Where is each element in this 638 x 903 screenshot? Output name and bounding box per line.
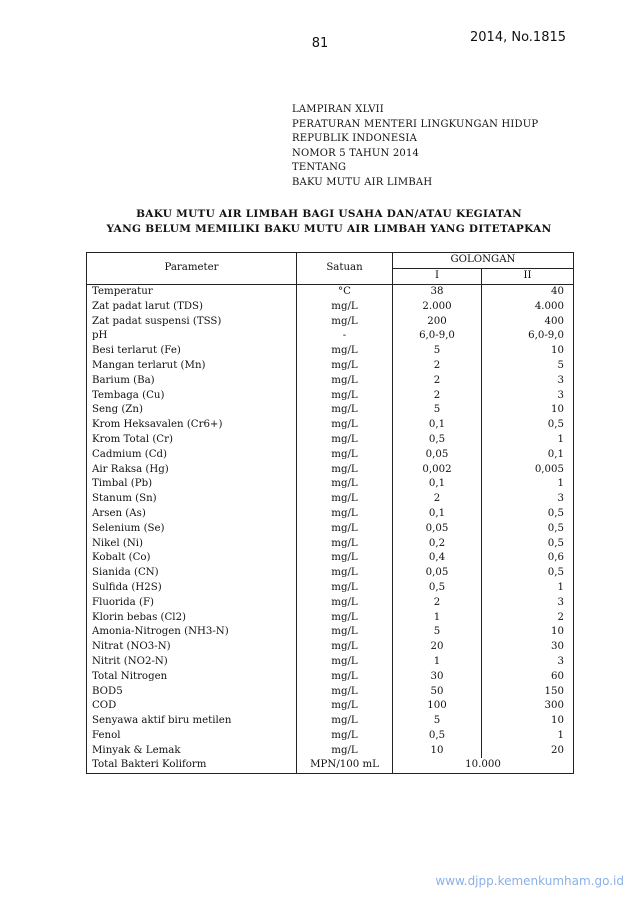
cell-parameter: Krom Total (Cr) bbox=[87, 433, 297, 448]
table-row bbox=[87, 447, 574, 462]
cell-satuan: mg/L bbox=[297, 477, 393, 492]
cell-golongan-1: 2 bbox=[393, 595, 482, 610]
cell-golongan-2: 10 bbox=[482, 714, 574, 729]
table-row-last bbox=[87, 758, 574, 773]
header-satuan: Satuan bbox=[297, 253, 393, 285]
lampiran-line: LAMPIRAN XLVII bbox=[292, 104, 384, 115]
cell-golongan-1: 5 bbox=[393, 714, 482, 729]
cell-parameter: Timbal (Pb) bbox=[87, 477, 297, 492]
cell-parameter: Zat padat larut (TDS) bbox=[87, 299, 297, 314]
cell-parameter: Zat padat suspensi (TSS) bbox=[87, 314, 297, 329]
cell-satuan: mg/L bbox=[297, 521, 393, 536]
cell-golongan-1: 0,1 bbox=[393, 477, 482, 492]
cell-golongan-2: 0,6 bbox=[482, 551, 574, 566]
cell-golongan-2: 30 bbox=[482, 640, 574, 655]
table-row bbox=[87, 329, 574, 344]
cell-golongan-2: 60 bbox=[482, 669, 574, 684]
cell-golongan-2: 3 bbox=[482, 655, 574, 670]
header-parameter: Parameter bbox=[87, 253, 297, 285]
cell-parameter: Cadmium (Cd) bbox=[87, 447, 297, 462]
cell-satuan: mg/L bbox=[297, 359, 393, 374]
table-row bbox=[87, 669, 574, 684]
cell-golongan-2: 40 bbox=[482, 284, 574, 299]
lampiran-line: PERATURAN MENTERI LINGKUNGAN HIDUP bbox=[292, 118, 539, 130]
header-golongan-2: II bbox=[482, 268, 574, 284]
cell-golongan-1: 0,05 bbox=[393, 566, 482, 581]
cell-satuan: mg/L bbox=[297, 447, 393, 462]
cell-parameter: Klorin bebas (Cl2) bbox=[87, 610, 297, 625]
cell-golongan-1: 0,1 bbox=[393, 507, 482, 522]
cell-golongan-1: 5 bbox=[393, 344, 482, 359]
cell-golongan-2: 150 bbox=[482, 684, 574, 699]
cell-satuan: mg/L bbox=[297, 507, 393, 522]
cell-satuan: mg/L bbox=[297, 551, 393, 566]
cell-golongan-1: 20 bbox=[393, 640, 482, 655]
cell-golongan-2: 2 bbox=[482, 610, 574, 625]
cell-satuan: mg/L bbox=[297, 536, 393, 551]
table-row bbox=[87, 536, 574, 551]
document-title bbox=[80, 207, 578, 237]
cell-parameter: Besi terlarut (Fe) bbox=[87, 344, 297, 359]
standards-table bbox=[86, 252, 574, 774]
table-row bbox=[87, 344, 574, 359]
table-row bbox=[87, 581, 574, 596]
cell-golongan-1: 0,5 bbox=[393, 433, 482, 448]
cell-satuan: mg/L bbox=[297, 699, 393, 714]
cell-parameter: Fenol bbox=[87, 729, 297, 744]
cell-parameter: Mangan terlarut (Mn) bbox=[87, 359, 297, 374]
table-row bbox=[87, 418, 574, 433]
cell-parameter: Seng (Zn) bbox=[87, 403, 297, 418]
cell-golongan-2: 0,5 bbox=[482, 507, 574, 522]
cell-satuan: mg/L bbox=[297, 373, 393, 388]
cell-parameter: Arsen (As) bbox=[87, 507, 297, 522]
cell-satuan: mg/L bbox=[297, 462, 393, 477]
cell-satuan: mg/L bbox=[297, 729, 393, 744]
table-row bbox=[87, 655, 574, 670]
cell-golongan-2: 1 bbox=[482, 581, 574, 596]
cell-satuan: mg/L bbox=[297, 743, 393, 758]
cell-golongan-1: 0,1 bbox=[393, 418, 482, 433]
cell-golongan-2: 0,5 bbox=[482, 521, 574, 536]
cell-golongan-2: 0,5 bbox=[482, 536, 574, 551]
cell-golongan-2: 3 bbox=[482, 388, 574, 403]
table-row bbox=[87, 433, 574, 448]
cell-parameter: Total Bakteri Koliform bbox=[87, 758, 297, 773]
cell-parameter: Selenium (Se) bbox=[87, 521, 297, 536]
cell-golongan-1: 50 bbox=[393, 684, 482, 699]
table-row bbox=[87, 610, 574, 625]
cell-golongan-2: 0,005 bbox=[482, 462, 574, 477]
cell-golongan-2: 1 bbox=[482, 729, 574, 744]
cell-golongan-1: 0,002 bbox=[393, 462, 482, 477]
cell-golongan-1: 2 bbox=[393, 359, 482, 374]
cell-golongan-1: 10 bbox=[393, 743, 482, 758]
table-row bbox=[87, 299, 574, 314]
cell-golongan-2: 1 bbox=[482, 433, 574, 448]
cell-satuan: mg/L bbox=[297, 492, 393, 507]
cell-parameter: Fluorida (F) bbox=[87, 595, 297, 610]
document-id: 2014, No.1815 bbox=[470, 30, 567, 45]
cell-golongan-2: 3 bbox=[482, 373, 574, 388]
cell-golongan-1: 100 bbox=[393, 699, 482, 714]
cell-parameter: Sulfida (H2S) bbox=[87, 581, 297, 596]
cell-golongan-2: 10 bbox=[482, 344, 574, 359]
cell-parameter: Amonia-Nitrogen (NH3-N) bbox=[87, 625, 297, 640]
cell-parameter: COD bbox=[87, 699, 297, 714]
cell-golongan-1: 0,5 bbox=[393, 729, 482, 744]
footer-url[interactable]: www.djpp.kemenkumham.go.id bbox=[435, 874, 624, 888]
cell-golongan-2: 300 bbox=[482, 699, 574, 714]
table-row bbox=[87, 462, 574, 477]
cell-golongan-1: 5 bbox=[393, 403, 482, 418]
cell-golongan-1: 200 bbox=[393, 314, 482, 329]
cell-parameter: Stanum (Sn) bbox=[87, 492, 297, 507]
cell-parameter: Nitrat (NO3-N) bbox=[87, 640, 297, 655]
table-row bbox=[87, 566, 574, 581]
header-golongan-1: I bbox=[393, 268, 482, 284]
table-row bbox=[87, 284, 574, 299]
cell-parameter: Senyawa aktif biru metilen bbox=[87, 714, 297, 729]
cell-parameter: Air Raksa (Hg) bbox=[87, 462, 297, 477]
cell-satuan: MPN/100 mL bbox=[297, 758, 393, 773]
cell-parameter: Kobalt (Co) bbox=[87, 551, 297, 566]
cell-golongan-2: 5 bbox=[482, 359, 574, 374]
lampiran-block bbox=[292, 103, 538, 191]
cell-satuan: mg/L bbox=[297, 610, 393, 625]
cell-satuan: mg/L bbox=[297, 655, 393, 670]
cell-golongan-2: 0,1 bbox=[482, 447, 574, 462]
cell-satuan: mg/L bbox=[297, 403, 393, 418]
cell-golongan-1: 0,2 bbox=[393, 536, 482, 551]
cell-satuan: mg/L bbox=[297, 314, 393, 329]
table-row bbox=[87, 388, 574, 403]
lampiran-line: TENTANG bbox=[292, 162, 347, 174]
cell-golongan-1: 5 bbox=[393, 625, 482, 640]
title-line-1: BAKU MUTU AIR LIMBAH BAGI USAHA DAN/ATAU KEGIATAN bbox=[136, 208, 522, 220]
cell-golongan-1: 1 bbox=[393, 655, 482, 670]
table-row bbox=[87, 714, 574, 729]
lampiran-line: BAKU MUTU AIR LIMBAH bbox=[292, 176, 433, 188]
table-row bbox=[87, 625, 574, 640]
cell-satuan: - bbox=[297, 329, 393, 344]
cell-satuan: mg/L bbox=[297, 433, 393, 448]
cell-golongan-2: 10 bbox=[482, 625, 574, 640]
table-row bbox=[87, 373, 574, 388]
cell-parameter: Sianida (CN) bbox=[87, 566, 297, 581]
cell-golongan-1: 0,4 bbox=[393, 551, 482, 566]
cell-parameter: Temperatur bbox=[87, 284, 297, 299]
cell-parameter: Nikel (Ni) bbox=[87, 536, 297, 551]
cell-parameter: Tembaga (Cu) bbox=[87, 388, 297, 403]
cell-golongan-2: 1 bbox=[482, 477, 574, 492]
table-body bbox=[87, 284, 574, 773]
cell-parameter: Barium (Ba) bbox=[87, 373, 297, 388]
cell-golongan-1: 6,0-9,0 bbox=[393, 329, 482, 344]
cell-satuan: mg/L bbox=[297, 344, 393, 359]
cell-golongan-2: 6,0-9,0 bbox=[482, 329, 574, 344]
header-golongan: GOLONGAN bbox=[393, 253, 574, 269]
cell-satuan: mg/L bbox=[297, 640, 393, 655]
cell-golongan-2: 3 bbox=[482, 492, 574, 507]
cell-golongan-1: 0,5 bbox=[393, 581, 482, 596]
lampiran-line: REPUBLIK INDONESIA bbox=[292, 133, 417, 145]
cell-satuan: mg/L bbox=[297, 388, 393, 403]
title-line-2: YANG BELUM MEMILIKI BAKU MUTU AIR LIMBAH YANG DITETAPKAN bbox=[106, 223, 552, 235]
cell-golongan-1: 0,05 bbox=[393, 521, 482, 536]
cell-satuan: mg/L bbox=[297, 595, 393, 610]
cell-parameter: Nitrit (NO2-N) bbox=[87, 655, 297, 670]
cell-satuan: mg/L bbox=[297, 714, 393, 729]
cell-golongan-1: 0,05 bbox=[393, 447, 482, 462]
cell-parameter: Total Nitrogen bbox=[87, 669, 297, 684]
table-row bbox=[87, 507, 574, 522]
cell-satuan: mg/L bbox=[297, 581, 393, 596]
cell-golongan-1: 30 bbox=[393, 669, 482, 684]
table-row bbox=[87, 477, 574, 492]
cell-parameter: BOD5 bbox=[87, 684, 297, 699]
cell-golongan-2: 3 bbox=[482, 595, 574, 610]
table-row bbox=[87, 684, 574, 699]
lampiran-line: NOMOR 5 TAHUN 2014 bbox=[292, 147, 420, 159]
cell-golongan-combined: 10.000 bbox=[393, 758, 574, 773]
cell-satuan: mg/L bbox=[297, 669, 393, 684]
cell-golongan-2: 0,5 bbox=[482, 566, 574, 581]
table-row bbox=[87, 743, 574, 758]
cell-golongan-1: 1 bbox=[393, 610, 482, 625]
cell-satuan: mg/L bbox=[297, 625, 393, 640]
cell-golongan-2: 10 bbox=[482, 403, 574, 418]
cell-satuan: mg/L bbox=[297, 566, 393, 581]
cell-golongan-1: 2 bbox=[393, 492, 482, 507]
page-number: 81 bbox=[311, 36, 329, 51]
cell-golongan-2: 4.000 bbox=[482, 299, 574, 314]
table-row bbox=[87, 314, 574, 329]
table-row bbox=[87, 492, 574, 507]
cell-parameter: pH bbox=[87, 329, 297, 344]
cell-golongan-1: 2 bbox=[393, 388, 482, 403]
cell-satuan: mg/L bbox=[297, 299, 393, 314]
cell-parameter: Minyak & Lemak bbox=[87, 743, 297, 758]
table-row bbox=[87, 551, 574, 566]
cell-golongan-2: 0,5 bbox=[482, 418, 574, 433]
cell-golongan-1: 2.000 bbox=[393, 299, 482, 314]
table-row bbox=[87, 595, 574, 610]
cell-satuan: °C bbox=[297, 284, 393, 299]
cell-golongan-1: 2 bbox=[393, 373, 482, 388]
table-row bbox=[87, 699, 574, 714]
cell-golongan-2: 20 bbox=[482, 743, 574, 758]
table-row bbox=[87, 640, 574, 655]
cell-parameter: Krom Heksavalen (Cr6+) bbox=[87, 418, 297, 433]
table-row bbox=[87, 521, 574, 536]
cell-golongan-2: 400 bbox=[482, 314, 574, 329]
table-row bbox=[87, 359, 574, 374]
table-row bbox=[87, 729, 574, 744]
cell-satuan: mg/L bbox=[297, 684, 393, 699]
standards-table-wrapper bbox=[86, 252, 574, 774]
cell-satuan: mg/L bbox=[297, 418, 393, 433]
table-row bbox=[87, 403, 574, 418]
cell-golongan-1: 38 bbox=[393, 284, 482, 299]
